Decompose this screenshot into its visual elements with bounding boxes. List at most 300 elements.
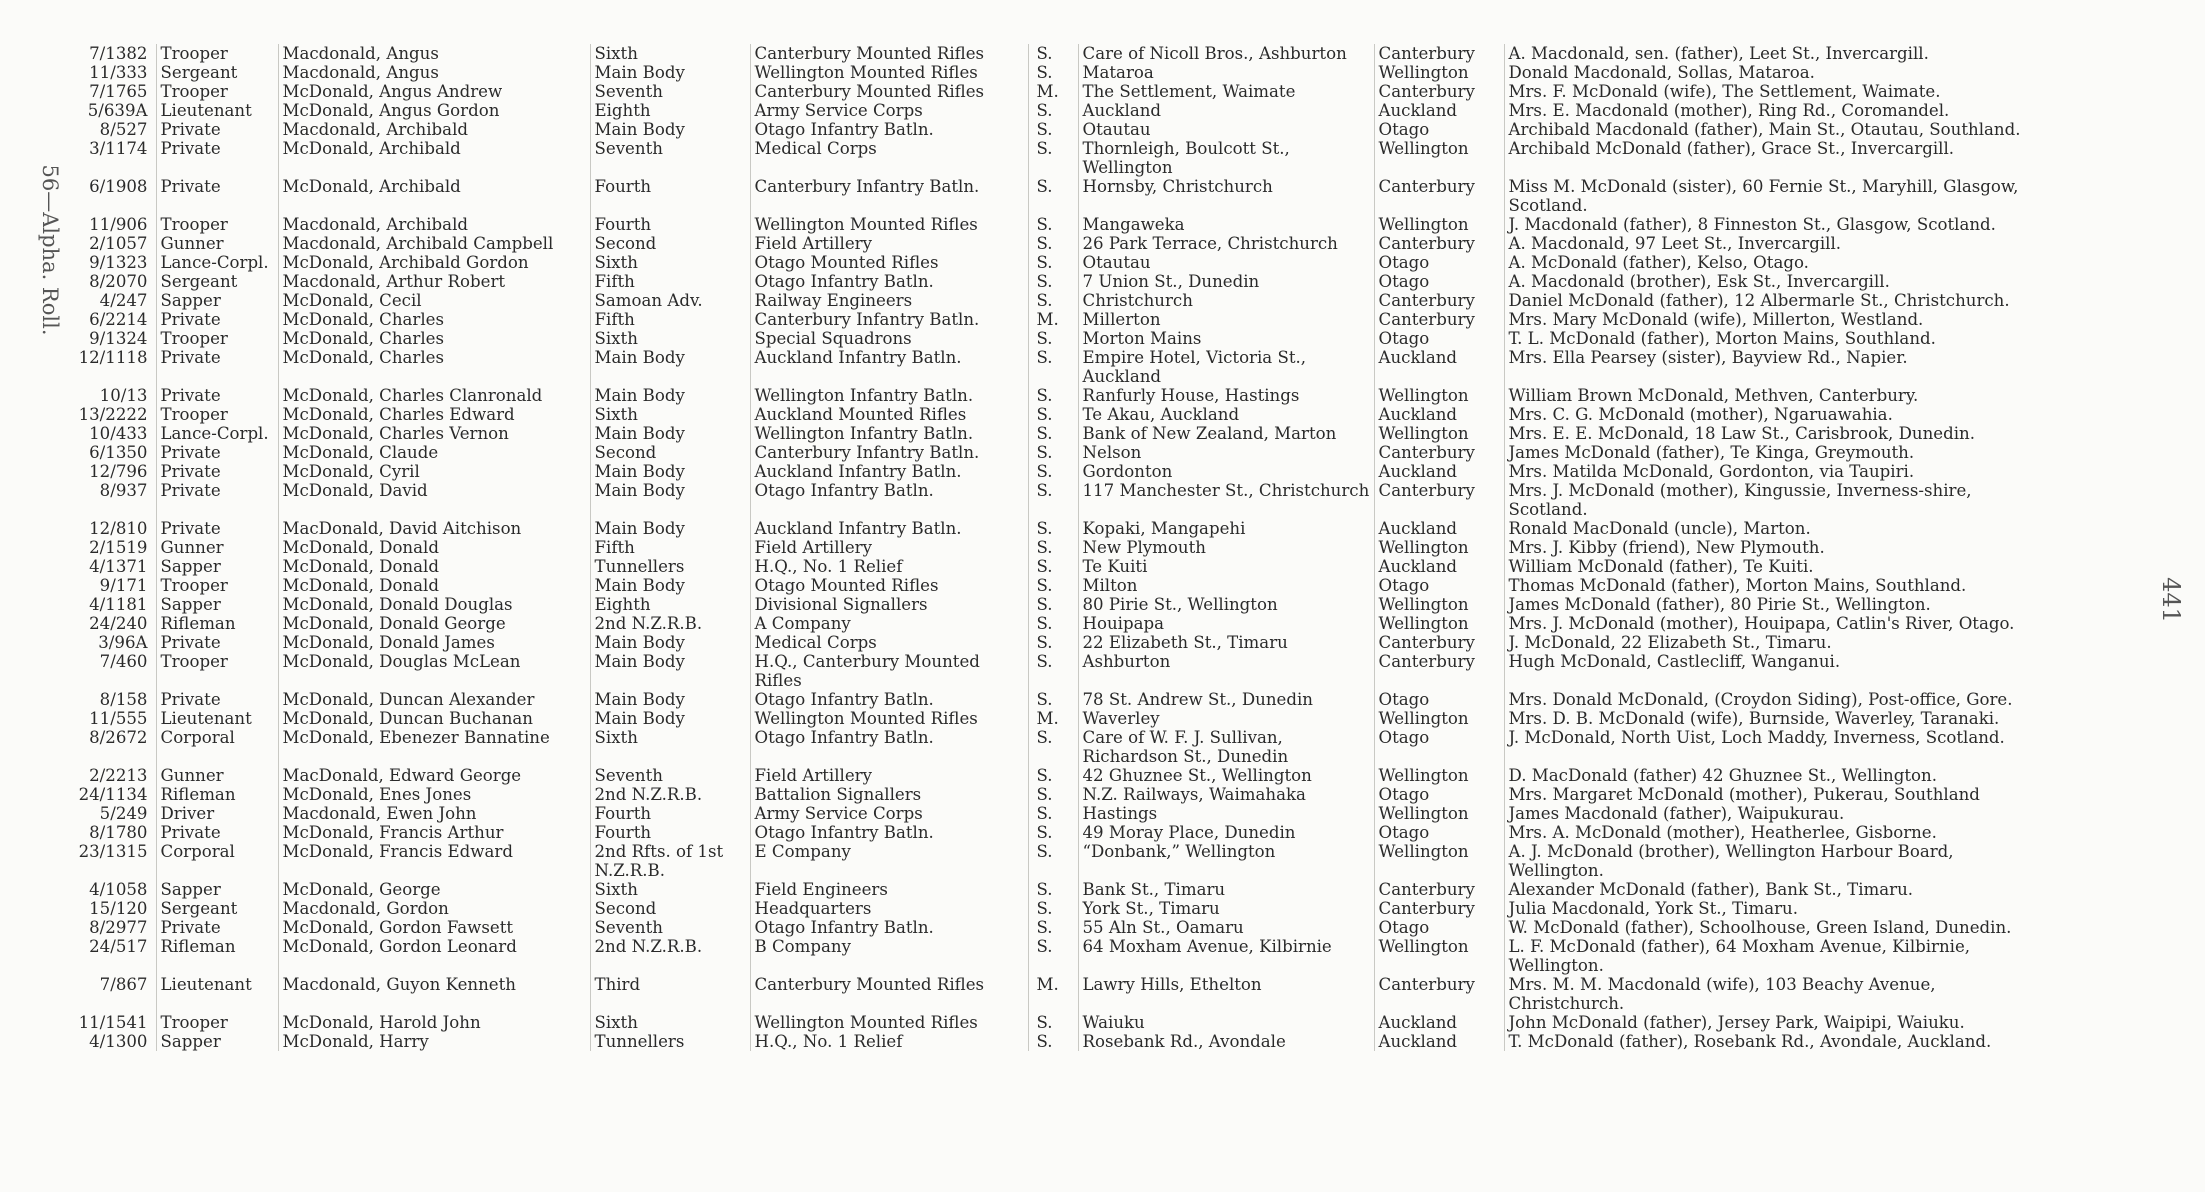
service-number-cell: 2/2213 bbox=[66, 766, 156, 785]
last-address-cell: Empire Hotel, Victoria St., Auckland bbox=[1078, 348, 1374, 386]
soldier-name-cell: McDonald, Francis Edward bbox=[278, 842, 590, 880]
district-cell: Canterbury bbox=[1374, 880, 1504, 899]
rank-cell: Corporal bbox=[156, 842, 278, 880]
district-cell: Canterbury bbox=[1374, 291, 1504, 310]
service-number-cell: 9/1323 bbox=[66, 253, 156, 272]
unit-cell: Auckland Infantry Batln. bbox=[750, 519, 1028, 538]
last-address-cell: Care of W. F. J. Sullivan, Richardson St., Dunedin bbox=[1078, 728, 1374, 766]
rank-cell: Lieutenant bbox=[156, 975, 278, 1013]
soldier-name-cell: McDonald, Donald bbox=[278, 576, 590, 595]
service-number-cell: 4/1300 bbox=[66, 1032, 156, 1051]
unit-cell: Field Artillery bbox=[750, 234, 1028, 253]
unit-cell: Canterbury Mounted Rifles bbox=[750, 975, 1028, 1013]
next-of-kin-cell: Ronald MacDonald (uncle), Marton. bbox=[1508, 519, 1811, 538]
soldier-name-cell: McDonald, Ebenezer Bannatine bbox=[278, 728, 590, 766]
soldier-name-cell: McDonald, Charles bbox=[278, 310, 590, 329]
next-of-kin-cell: Mrs. Ella Pearsey (sister), Bayview Rd., Napier. bbox=[1508, 348, 1908, 367]
marital-status-cell: S. bbox=[1028, 120, 1078, 139]
table-row bbox=[66, 348, 2056, 386]
unit-cell: Canterbury Mounted Rifles bbox=[750, 82, 1028, 101]
draft-cell: Main Body bbox=[590, 690, 750, 709]
marital-status-cell: S. bbox=[1028, 139, 1078, 177]
last-address-cell: 42 Ghuznee St., Wellington bbox=[1078, 766, 1374, 785]
table-row bbox=[66, 424, 2056, 443]
unit-cell: Wellington Mounted Rifles bbox=[750, 1013, 1028, 1032]
last-address-cell: Bank of New Zealand, Marton bbox=[1078, 424, 1374, 443]
draft-cell: Tunnellers bbox=[590, 557, 750, 576]
district-cell: Otago bbox=[1374, 120, 1504, 139]
soldier-name-cell: McDonald, Charles bbox=[278, 348, 590, 386]
last-address-cell: 22 Elizabeth St., Timaru bbox=[1078, 633, 1374, 652]
marital-status-cell: S. bbox=[1028, 804, 1078, 823]
unit-cell: Otago Infantry Batln. bbox=[750, 823, 1028, 842]
unit-cell: H.Q., No. 1 Relief bbox=[750, 557, 1028, 576]
rank-cell: Gunner bbox=[156, 766, 278, 785]
table-row bbox=[66, 614, 2056, 633]
service-number-cell: 6/2214 bbox=[66, 310, 156, 329]
last-address-cell: 80 Pirie St., Wellington bbox=[1078, 595, 1374, 614]
marital-status-cell: M. bbox=[1028, 310, 1078, 329]
rank-cell: Private bbox=[156, 139, 278, 177]
marital-status-cell: S. bbox=[1028, 462, 1078, 481]
next-of-kin-cell: Mrs. Matilda McDonald, Gordonton, via Taupiri. bbox=[1508, 462, 1915, 481]
soldier-name-cell: Macdonald, Angus bbox=[278, 44, 590, 63]
marital-status-cell: S. bbox=[1028, 215, 1078, 234]
table-row bbox=[66, 82, 2056, 101]
soldier-name-cell: McDonald, Archibald Gordon bbox=[278, 253, 590, 272]
district-cell: Wellington bbox=[1374, 614, 1504, 633]
draft-cell: Sixth bbox=[590, 405, 750, 424]
draft-cell: Fourth bbox=[590, 215, 750, 234]
soldier-name-cell: McDonald, Donald James bbox=[278, 633, 590, 652]
service-number-cell: 9/1324 bbox=[66, 329, 156, 348]
draft-cell: Fifth bbox=[590, 310, 750, 329]
marital-status-cell: S. bbox=[1028, 519, 1078, 538]
service-number-cell: 24/1134 bbox=[66, 785, 156, 804]
draft-cell: Main Body bbox=[590, 348, 750, 386]
marital-status-cell: S. bbox=[1028, 785, 1078, 804]
district-cell: Otago bbox=[1374, 918, 1504, 937]
nominal-roll-table bbox=[66, 44, 2056, 1051]
rank-cell: Trooper bbox=[156, 215, 278, 234]
district-cell: Canterbury bbox=[1374, 633, 1504, 652]
next-of-kin-cell: Julia Macdonald, York St., Timaru. bbox=[1508, 899, 1798, 918]
district-cell: Canterbury bbox=[1374, 234, 1504, 253]
marital-status-cell: S. bbox=[1028, 842, 1078, 880]
draft-cell: 2nd N.Z.R.B. bbox=[590, 614, 750, 633]
service-number-cell: 13/2222 bbox=[66, 405, 156, 424]
district-cell: Canterbury bbox=[1374, 443, 1504, 462]
next-of-kin-cell: W. McDonald (father), Schoolhouse, Green Island, Dunedin. bbox=[1508, 918, 2012, 937]
marital-status-cell: S. bbox=[1028, 348, 1078, 386]
rank-cell: Trooper bbox=[156, 652, 278, 690]
draft-cell: Second bbox=[590, 443, 750, 462]
draft-cell: Main Body bbox=[590, 576, 750, 595]
unit-cell: Medical Corps bbox=[750, 633, 1028, 652]
last-address-cell: Ashburton bbox=[1078, 652, 1374, 690]
soldier-name-cell: MacDonald, Edward George bbox=[278, 766, 590, 785]
table-row bbox=[66, 899, 2056, 918]
rank-cell: Sergeant bbox=[156, 899, 278, 918]
unit-cell: Otago Infantry Batln. bbox=[750, 272, 1028, 291]
draft-cell: Sixth bbox=[590, 1013, 750, 1032]
service-number-cell: 6/1908 bbox=[66, 177, 156, 215]
table-row bbox=[66, 709, 2056, 728]
next-of-kin-cell: William Brown McDonald, Methven, Canterbury. bbox=[1508, 386, 1919, 405]
rank-cell: Sergeant bbox=[156, 63, 278, 82]
next-of-kin-cell: D. MacDonald (father) 42 Ghuznee St., Wellington. bbox=[1508, 766, 1937, 785]
rank-cell: Private bbox=[156, 177, 278, 215]
roll-section-text: 56—Alpha. Roll. bbox=[38, 164, 62, 336]
rank-cell: Sapper bbox=[156, 291, 278, 310]
soldier-name-cell: McDonald, Cyril bbox=[278, 462, 590, 481]
marital-status-cell: S. bbox=[1028, 443, 1078, 462]
service-number-cell: 11/555 bbox=[66, 709, 156, 728]
district-cell: Wellington bbox=[1374, 937, 1504, 975]
draft-cell: Sixth bbox=[590, 728, 750, 766]
last-address-cell: 55 Aln St., Oamaru bbox=[1078, 918, 1374, 937]
table-row bbox=[66, 880, 2056, 899]
marital-status-cell: S. bbox=[1028, 1013, 1078, 1032]
unit-cell: Auckland Mounted Rifles bbox=[750, 405, 1028, 424]
next-of-kin-cell: James McDonald (father), Te Kinga, Greymouth. bbox=[1508, 443, 1915, 462]
district-cell: Auckland bbox=[1374, 519, 1504, 538]
unit-cell: Otago Infantry Batln. bbox=[750, 690, 1028, 709]
soldier-name-cell: McDonald, George bbox=[278, 880, 590, 899]
last-address-cell: Hastings bbox=[1078, 804, 1374, 823]
table-row bbox=[66, 519, 2056, 538]
soldier-name-cell: McDonald, Charles Vernon bbox=[278, 424, 590, 443]
last-address-cell: Nelson bbox=[1078, 443, 1374, 462]
next-of-kin-cell: James McDonald (father), 80 Pirie St., Wellington. bbox=[1508, 595, 1931, 614]
last-address-cell: 7 Union St., Dunedin bbox=[1078, 272, 1374, 291]
marital-status-cell: M. bbox=[1028, 709, 1078, 728]
service-number-cell: 4/1058 bbox=[66, 880, 156, 899]
table-row bbox=[66, 576, 2056, 595]
last-address-cell: Care of Nicoll Bros., Ashburton bbox=[1078, 44, 1374, 63]
marital-status-cell: S. bbox=[1028, 253, 1078, 272]
next-of-kin-cell: Mrs. J. McDonald (mother), Houipapa, Catlin's River, Otago. bbox=[1508, 614, 2015, 633]
service-number-cell: 4/1181 bbox=[66, 595, 156, 614]
district-cell: Canterbury bbox=[1374, 177, 1504, 215]
soldier-name-cell: McDonald, Archibald bbox=[278, 177, 590, 215]
table-row bbox=[66, 253, 2056, 272]
soldier-name-cell: McDonald, Claude bbox=[278, 443, 590, 462]
service-number-cell: 24/240 bbox=[66, 614, 156, 633]
next-of-kin-cell: Daniel McDonald (father), 12 Albermarle St., Christchurch. bbox=[1508, 291, 2010, 310]
marital-status-cell: S. bbox=[1028, 823, 1078, 842]
table-row bbox=[66, 481, 2056, 519]
service-number-cell: 8/2672 bbox=[66, 728, 156, 766]
table-row bbox=[66, 177, 2056, 215]
next-of-kin-cell: Mrs. E. Macdonald (mother), Ring Rd., Coromandel. bbox=[1508, 101, 1950, 120]
next-of-kin-cell: A. Macdonald, 97 Leet St., Invercargill. bbox=[1508, 234, 1842, 253]
soldier-name-cell: McDonald, Charles Clanronald bbox=[278, 386, 590, 405]
soldier-name-cell: McDonald, David bbox=[278, 481, 590, 519]
soldier-name-cell: McDonald, Enes Jones bbox=[278, 785, 590, 804]
next-of-kin-cell: A. Macdonald (brother), Esk St., Invercargill. bbox=[1508, 272, 1890, 291]
draft-cell: Seventh bbox=[590, 82, 750, 101]
district-cell: Otago bbox=[1374, 253, 1504, 272]
rank-cell: Sapper bbox=[156, 557, 278, 576]
table-row bbox=[66, 918, 2056, 937]
draft-cell: Sixth bbox=[590, 253, 750, 272]
service-number-cell: 12/1118 bbox=[66, 348, 156, 386]
district-cell: Canterbury bbox=[1374, 652, 1504, 690]
unit-cell: Canterbury Infantry Batln. bbox=[750, 177, 1028, 215]
district-cell: Wellington bbox=[1374, 63, 1504, 82]
soldier-name-cell: McDonald, Cecil bbox=[278, 291, 590, 310]
unit-cell: Divisional Signallers bbox=[750, 595, 1028, 614]
marital-status-cell: S. bbox=[1028, 538, 1078, 557]
last-address-cell: Auckland bbox=[1078, 101, 1374, 120]
district-cell: Canterbury bbox=[1374, 82, 1504, 101]
district-cell: Auckland bbox=[1374, 101, 1504, 120]
soldier-name-cell: McDonald, Charles Edward bbox=[278, 405, 590, 424]
district-cell: Auckland bbox=[1374, 1032, 1504, 1051]
soldier-name-cell: Macdonald, Gordon bbox=[278, 899, 590, 918]
district-cell: Wellington bbox=[1374, 709, 1504, 728]
table-row bbox=[66, 405, 2056, 424]
rank-cell: Private bbox=[156, 348, 278, 386]
marital-status-cell: M. bbox=[1028, 82, 1078, 101]
draft-cell: Fourth bbox=[590, 804, 750, 823]
service-number-cell: 2/1057 bbox=[66, 234, 156, 253]
unit-cell: Wellington Infantry Batln. bbox=[750, 386, 1028, 405]
soldier-name-cell: McDonald, Gordon Fawsett bbox=[278, 918, 590, 937]
unit-cell: Wellington Mounted Rifles bbox=[750, 215, 1028, 234]
soldier-name-cell: McDonald, Francis Arthur bbox=[278, 823, 590, 842]
rank-cell: Trooper bbox=[156, 1013, 278, 1032]
table-row bbox=[66, 652, 2056, 690]
table-row bbox=[66, 272, 2056, 291]
last-address-cell: Ranfurly House, Hastings bbox=[1078, 386, 1374, 405]
service-number-cell: 6/1350 bbox=[66, 443, 156, 462]
next-of-kin-cell: Thomas McDonald (father), Morton Mains, Southland. bbox=[1508, 576, 1967, 595]
district-cell: Wellington bbox=[1374, 842, 1504, 880]
next-of-kin-cell: Mrs. F. McDonald (wife), The Settlement, Waimate. bbox=[1508, 82, 1941, 101]
table-row bbox=[66, 1032, 2056, 1051]
draft-cell: Samoan Adv. bbox=[590, 291, 750, 310]
last-address-cell: Mataroa bbox=[1078, 63, 1374, 82]
draft-cell: Main Body bbox=[590, 519, 750, 538]
draft-cell: Sixth bbox=[590, 329, 750, 348]
soldier-name-cell: McDonald, Angus Gordon bbox=[278, 101, 590, 120]
draft-cell: Main Body bbox=[590, 481, 750, 519]
unit-cell: Otago Infantry Batln. bbox=[750, 728, 1028, 766]
service-number-cell: 8/158 bbox=[66, 690, 156, 709]
last-address-cell: 64 Moxham Avenue, Kilbirnie bbox=[1078, 937, 1374, 975]
draft-cell: Main Body bbox=[590, 424, 750, 443]
table-row bbox=[66, 937, 2056, 975]
service-number-cell: 10/13 bbox=[66, 386, 156, 405]
rank-cell: Private bbox=[156, 823, 278, 842]
draft-cell: 2nd Rfts. of 1st N.Z.R.B. bbox=[590, 842, 750, 880]
draft-cell: Main Body bbox=[590, 120, 750, 139]
soldier-name-cell: McDonald, Donald George bbox=[278, 614, 590, 633]
rank-cell: Trooper bbox=[156, 405, 278, 424]
soldier-name-cell: Macdonald, Archibald bbox=[278, 215, 590, 234]
table-row bbox=[66, 557, 2056, 576]
service-number-cell: 15/120 bbox=[66, 899, 156, 918]
marital-status-cell: S. bbox=[1028, 44, 1078, 63]
soldier-name-cell: McDonald, Gordon Leonard bbox=[278, 937, 590, 975]
table-row bbox=[66, 386, 2056, 405]
draft-cell: Main Body bbox=[590, 709, 750, 728]
service-number-cell: 8/2070 bbox=[66, 272, 156, 291]
roll-body bbox=[66, 44, 2056, 1051]
draft-cell: Sixth bbox=[590, 44, 750, 63]
marital-status-cell: S. bbox=[1028, 424, 1078, 443]
marital-status-cell: S. bbox=[1028, 234, 1078, 253]
next-of-kin-cell: A. J. McDonald (brother), Wellington Harbour Board, Wellington. bbox=[1508, 842, 1954, 880]
service-number-cell: 11/906 bbox=[66, 215, 156, 234]
table-row bbox=[66, 215, 2056, 234]
soldier-name-cell: McDonald, Douglas McLean bbox=[278, 652, 590, 690]
table-row bbox=[66, 804, 2056, 823]
draft-cell: Eighth bbox=[590, 101, 750, 120]
rank-cell: Gunner bbox=[156, 234, 278, 253]
unit-cell: Canterbury Mounted Rifles bbox=[750, 44, 1028, 63]
unit-cell: Army Service Corps bbox=[750, 804, 1028, 823]
last-address-cell: Gordonton bbox=[1078, 462, 1374, 481]
marital-status-cell: S. bbox=[1028, 899, 1078, 918]
marital-status-cell: S. bbox=[1028, 880, 1078, 899]
district-cell: Auckland bbox=[1374, 405, 1504, 424]
last-address-cell: 78 St. Andrew St., Dunedin bbox=[1078, 690, 1374, 709]
draft-cell: 2nd N.Z.R.B. bbox=[590, 937, 750, 975]
next-of-kin-cell: J. McDonald, 22 Elizabeth St., Timaru. bbox=[1508, 633, 1832, 652]
service-number-cell: 5/639A bbox=[66, 101, 156, 120]
district-cell: Wellington bbox=[1374, 139, 1504, 177]
next-of-kin-cell: Mrs. A. McDonald (mother), Heatherlee, Gisborne. bbox=[1508, 823, 1937, 842]
next-of-kin-cell: Mrs. Mary McDonald (wife), Millerton, Westland. bbox=[1508, 310, 1924, 329]
service-number-cell: 7/1765 bbox=[66, 82, 156, 101]
last-address-cell: Christchurch bbox=[1078, 291, 1374, 310]
unit-cell: Field Artillery bbox=[750, 766, 1028, 785]
rank-cell: Trooper bbox=[156, 329, 278, 348]
marital-status-cell: S. bbox=[1028, 291, 1078, 310]
district-cell: Canterbury bbox=[1374, 310, 1504, 329]
soldier-name-cell: MacDonald, David Aitchison bbox=[278, 519, 590, 538]
marital-status-cell: S. bbox=[1028, 63, 1078, 82]
district-cell: Wellington bbox=[1374, 766, 1504, 785]
last-address-cell: 49 Moray Place, Dunedin bbox=[1078, 823, 1374, 842]
soldier-name-cell: McDonald, Duncan Buchanan bbox=[278, 709, 590, 728]
table-row bbox=[66, 823, 2056, 842]
draft-cell: Fifth bbox=[590, 272, 750, 291]
draft-cell: Fourth bbox=[590, 177, 750, 215]
rank-cell: Lieutenant bbox=[156, 101, 278, 120]
unit-cell: Army Service Corps bbox=[750, 101, 1028, 120]
rank-cell: Sapper bbox=[156, 595, 278, 614]
table-row bbox=[66, 975, 2056, 1013]
last-address-cell: 117 Manchester St., Christchurch bbox=[1078, 481, 1374, 519]
last-address-cell: N.Z. Railways, Waimahaka bbox=[1078, 785, 1374, 804]
next-of-kin-cell: James Macdonald (father), Waipukurau. bbox=[1508, 804, 1845, 823]
next-of-kin-cell: Hugh McDonald, Castlecliff, Wanganui. bbox=[1508, 652, 1841, 671]
soldier-name-cell: McDonald, Donald bbox=[278, 538, 590, 557]
last-address-cell: Mangaweka bbox=[1078, 215, 1374, 234]
unit-cell: Wellington Infantry Batln. bbox=[750, 424, 1028, 443]
draft-cell: Eighth bbox=[590, 595, 750, 614]
rank-cell: Rifleman bbox=[156, 614, 278, 633]
draft-cell: Main Body bbox=[590, 652, 750, 690]
draft-cell: Second bbox=[590, 234, 750, 253]
rank-cell: Gunner bbox=[156, 538, 278, 557]
service-number-cell: 8/1780 bbox=[66, 823, 156, 842]
last-address-cell: Te Akau, Auckland bbox=[1078, 405, 1374, 424]
last-address-cell: Thornleigh, Boulcott St., Wellington bbox=[1078, 139, 1374, 177]
unit-cell: Otago Infantry Batln. bbox=[750, 918, 1028, 937]
marital-status-cell: S. bbox=[1028, 101, 1078, 120]
rank-cell: Driver bbox=[156, 804, 278, 823]
draft-cell: Seventh bbox=[590, 766, 750, 785]
unit-cell: Battalion Signallers bbox=[750, 785, 1028, 804]
next-of-kin-cell: John McDonald (father), Jersey Park, Waipipi, Waiuku. bbox=[1508, 1013, 1965, 1032]
next-of-kin-cell: Mrs. E. E. McDonald, 18 Law St., Carisbrook, Dunedin. bbox=[1508, 424, 1975, 443]
district-cell: Wellington bbox=[1374, 595, 1504, 614]
table-row bbox=[66, 443, 2056, 462]
district-cell: Auckland bbox=[1374, 462, 1504, 481]
marital-status-cell: S. bbox=[1028, 329, 1078, 348]
rank-cell: Private bbox=[156, 462, 278, 481]
marital-status-cell: S. bbox=[1028, 766, 1078, 785]
next-of-kin-cell: Mrs. J. McDonald (mother), Kingussie, Inverness-shire, Scotland. bbox=[1508, 481, 1972, 519]
rank-cell: Private bbox=[156, 443, 278, 462]
soldier-name-cell: Macdonald, Angus bbox=[278, 63, 590, 82]
last-address-cell: Lawry Hills, Ethelton bbox=[1078, 975, 1374, 1013]
last-address-cell: Waverley bbox=[1078, 709, 1374, 728]
page-number bbox=[2151, 560, 2191, 640]
service-number-cell: 4/1371 bbox=[66, 557, 156, 576]
draft-cell: Main Body bbox=[590, 462, 750, 481]
district-cell: Otago bbox=[1374, 576, 1504, 595]
district-cell: Canterbury bbox=[1374, 899, 1504, 918]
soldier-name-cell: McDonald, Archibald bbox=[278, 139, 590, 177]
district-cell: Otago bbox=[1374, 823, 1504, 842]
district-cell: Wellington bbox=[1374, 538, 1504, 557]
soldier-name-cell: Macdonald, Guyon Kenneth bbox=[278, 975, 590, 1013]
rank-cell: Corporal bbox=[156, 728, 278, 766]
draft-cell: Third bbox=[590, 975, 750, 1013]
marital-status-cell: S. bbox=[1028, 557, 1078, 576]
marital-status-cell: S. bbox=[1028, 405, 1078, 424]
district-cell: Auckland bbox=[1374, 1013, 1504, 1032]
table-row bbox=[66, 44, 2056, 63]
marital-status-cell: S. bbox=[1028, 177, 1078, 215]
draft-cell: Fifth bbox=[590, 538, 750, 557]
table-row bbox=[66, 329, 2056, 348]
rank-cell: Private bbox=[156, 481, 278, 519]
next-of-kin-cell: J. Macdonald (father), 8 Finneston St., Glasgow, Scotland. bbox=[1508, 215, 1996, 234]
last-address-cell: Houipapa bbox=[1078, 614, 1374, 633]
next-of-kin-cell: A. McDonald (father), Kelso, Otago. bbox=[1508, 253, 1809, 272]
rank-cell: Trooper bbox=[156, 576, 278, 595]
soldier-name-cell: McDonald, Duncan Alexander bbox=[278, 690, 590, 709]
marital-status-cell: S. bbox=[1028, 576, 1078, 595]
next-of-kin-cell: T. McDonald (father), Rosebank Rd., Avondale, Auckland. bbox=[1508, 1032, 1992, 1051]
soldier-name-cell: McDonald, Angus Andrew bbox=[278, 82, 590, 101]
unit-cell: Otago Infantry Batln. bbox=[750, 120, 1028, 139]
next-of-kin-cell: T. L. McDonald (father), Morton Mains, Southland. bbox=[1508, 329, 1936, 348]
service-number-cell: 5/249 bbox=[66, 804, 156, 823]
unit-cell: Special Squadrons bbox=[750, 329, 1028, 348]
service-number-cell: 11/333 bbox=[66, 63, 156, 82]
unit-cell: H.Q., No. 1 Relief bbox=[750, 1032, 1028, 1051]
table-row bbox=[66, 538, 2056, 557]
last-address-cell: Otautau bbox=[1078, 120, 1374, 139]
